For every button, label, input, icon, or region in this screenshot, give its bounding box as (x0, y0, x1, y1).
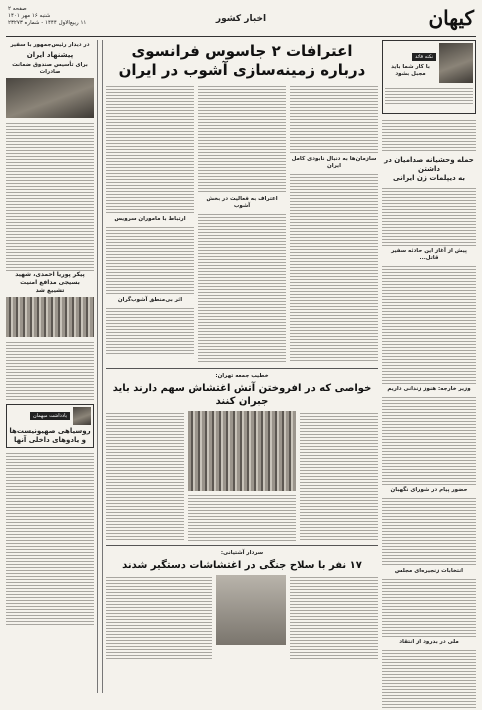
right-subhead-5: ملی در بدرود از انتقاد (399, 639, 459, 645)
story-col-2a (198, 84, 286, 194)
story-col-3a (106, 84, 194, 214)
right-subhead-1: پیش از آغاز این حادثه سفیر قاتل... (391, 248, 467, 261)
main-subhead-d: اثر بی‌منطق آشوب‌گران (117, 297, 183, 303)
left-text-1 (6, 121, 94, 271)
newspaper-logo: کیهان (428, 6, 474, 30)
right-subhead-3: حضور پیام در شورای نگهبان (390, 487, 468, 493)
left-mid-photo (6, 297, 94, 337)
left-top-headline-2: برای تأسیس صندوق ضمانت صادرات (12, 62, 88, 75)
friday-prayer-photo (188, 411, 297, 491)
friday-prayer-story (106, 368, 378, 541)
left-mid-headline-2: تشییع شد (35, 287, 65, 294)
left-top-headline: پیشنهاد ایران (26, 51, 74, 59)
friday-prayer-label: خطیب جمعه تهران: (215, 373, 269, 379)
right-text-2 (382, 186, 476, 246)
story-col-1a (290, 84, 378, 154)
date-line-1: شنبه ۱۶ مهر ۱۴۰۱ (8, 13, 51, 19)
guest-note-box (6, 404, 94, 448)
right-text-7 (382, 648, 476, 710)
left-text-3 (6, 451, 94, 625)
arrest-text-right (290, 575, 378, 661)
friday-prayer-headline: خواصی که در افروختن آتش اغتشاش سهم دارند باید جبران کنند (112, 383, 372, 407)
right-column (382, 40, 476, 693)
date-line-2: ۱۱ ربیع‌الاول ۱۴۴۴ - شماره ۲۳۲۷۳ (8, 20, 87, 26)
right-text-1 (382, 118, 476, 152)
arrest-story (106, 545, 378, 661)
box-body (385, 86, 473, 106)
friday-text-right (300, 411, 378, 541)
arrest-headline: ۱۷ نفر با سلاح جنگی در اغتشاشات دستگیر شدند (122, 560, 362, 571)
main-headline-line-2: درباره زمینه‌سازی آشوب در ایران (118, 61, 366, 79)
guest-note-headline-2: و یادوهای داخلی آنها (13, 436, 86, 444)
right-headline-1: حمله وحشیانه صدامیان در داشتن (384, 156, 474, 173)
right-text-3 (382, 264, 476, 384)
arrest-text-left (106, 575, 212, 661)
box-title: نکته قائد (412, 53, 436, 61)
page-number: صفحه ۲ (8, 6, 27, 12)
arrest-photo (216, 575, 286, 645)
friday-text-under-photo (188, 493, 297, 541)
masthead (6, 4, 476, 37)
guest-note-headline-1: روسیاهی صهیونیست‌ها (9, 427, 91, 435)
guest-note-label: یادداشت میهمان (30, 412, 70, 420)
right-text-5 (382, 496, 476, 566)
main-column (102, 40, 378, 693)
right-text-4 (382, 395, 476, 485)
date-box (8, 6, 86, 27)
arrest-label: سردار آشتیانی: (220, 550, 264, 556)
guest-note-icon (73, 407, 91, 425)
section-title: اخبار کشور (215, 14, 267, 24)
main-subhead-a: سازمان‌ها به دنبال نابودی کامل ایران (291, 156, 377, 169)
left-column (6, 40, 98, 693)
box-subtitle: با کار شما باید مجبل بشود (391, 64, 430, 77)
right-text-6 (382, 577, 476, 637)
story-col-3b (106, 225, 194, 295)
story-col-3c (106, 306, 194, 356)
main-subhead-b: اعتراف به فعالیت در بخش آشوب (206, 196, 278, 209)
friday-text-left (106, 411, 184, 541)
left-top-label: در دیدار رئیس‌جمهور با سفیر (10, 42, 90, 48)
leader-quote-box (382, 40, 476, 114)
right-subhead-2: وزیر خارجه: هنوز زندانی داریم (387, 386, 471, 392)
main-story-columns (106, 84, 378, 364)
main-subhead-c: ارتباط با ماموران سرویس (114, 216, 186, 222)
left-text-2 (6, 340, 94, 400)
story-col-2b (198, 212, 286, 364)
leader-photo (439, 43, 473, 83)
left-top-photo (6, 78, 94, 118)
main-headline-line-1: اعترافات ۲ جاسوس فرانسوی (131, 42, 353, 60)
right-subhead-4: انتخابات زنجیره‌ای مجلس (394, 568, 464, 574)
left-mid-headline: پیکر پوریا احمدی، شهید بسیجی مدافع امنیت (15, 271, 85, 286)
story-col-1b (290, 172, 378, 362)
right-headline-1b: به دیپلمات زن ایرانی (393, 174, 465, 182)
